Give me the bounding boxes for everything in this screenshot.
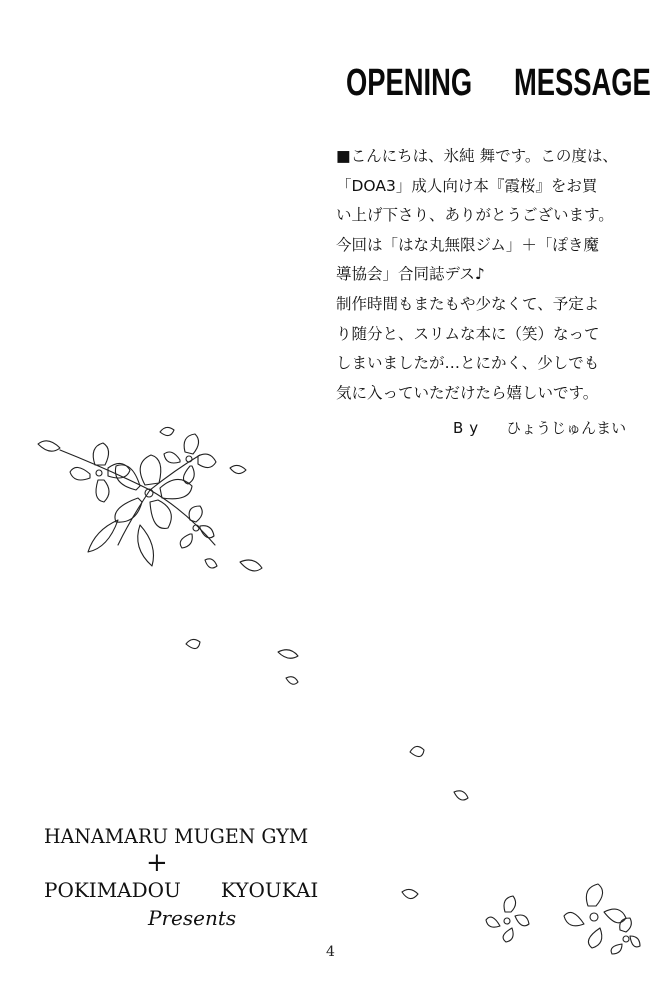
blossom	[70, 443, 130, 502]
credit-circle-2	[44, 878, 318, 902]
blossom	[564, 884, 626, 948]
blossom	[180, 506, 214, 548]
message-line: 制作時間もまたもや少なくて、予定よ	[336, 294, 600, 313]
bud	[205, 559, 217, 568]
credit-circle-2-part2: KYOUKAI	[220, 878, 319, 902]
leaf	[88, 520, 118, 552]
credit-presents: Presents	[148, 906, 237, 930]
message-line: り随分と、スリムな本に（笑）なって	[336, 324, 600, 343]
leaf	[138, 525, 154, 566]
petal	[278, 650, 298, 659]
petal	[240, 560, 262, 571]
title-word-opening: OPENING	[346, 62, 473, 104]
credit-plus: +	[146, 848, 168, 878]
signature-name: ひょうじゅんまい	[506, 419, 627, 437]
opening-message-body	[336, 142, 636, 408]
credit-circle-2-part1: POKIMADOU	[44, 878, 181, 902]
title-word-message: MESSAGE	[513, 62, 651, 104]
message-line: しまいましたが…とにかく、少しでも	[336, 354, 600, 373]
petal	[402, 889, 418, 898]
blossom	[611, 918, 640, 954]
credit-circle-1: HANAMARU MUGEN GYM	[44, 824, 309, 848]
page-number: 4	[326, 944, 335, 960]
bud	[38, 441, 60, 451]
author-signature	[453, 417, 626, 438]
bud	[160, 427, 174, 435]
signature-by: By	[453, 419, 485, 437]
blossom	[486, 896, 529, 942]
page-title	[346, 62, 651, 105]
message-line: い上げ下さり、ありがとうございます。	[336, 206, 614, 225]
message-line: 気に入っていただけたら嬉しいです。	[336, 383, 599, 402]
blossom	[164, 434, 216, 484]
petal	[410, 746, 424, 756]
bud	[230, 465, 246, 473]
petal	[454, 791, 468, 800]
petal	[186, 639, 200, 648]
message-line: 導協会」合同誌デス♪	[336, 265, 485, 284]
message-line: 今回は「はな丸無限ジム」＋「ぽき魔	[336, 235, 599, 254]
petal	[286, 677, 298, 685]
message-line: ■こんにちは、氷純 舞です。この度は、	[336, 147, 618, 165]
branch	[60, 450, 215, 545]
message-line: 「DOA3」成人向け本『霞桜』をお買	[336, 176, 598, 195]
